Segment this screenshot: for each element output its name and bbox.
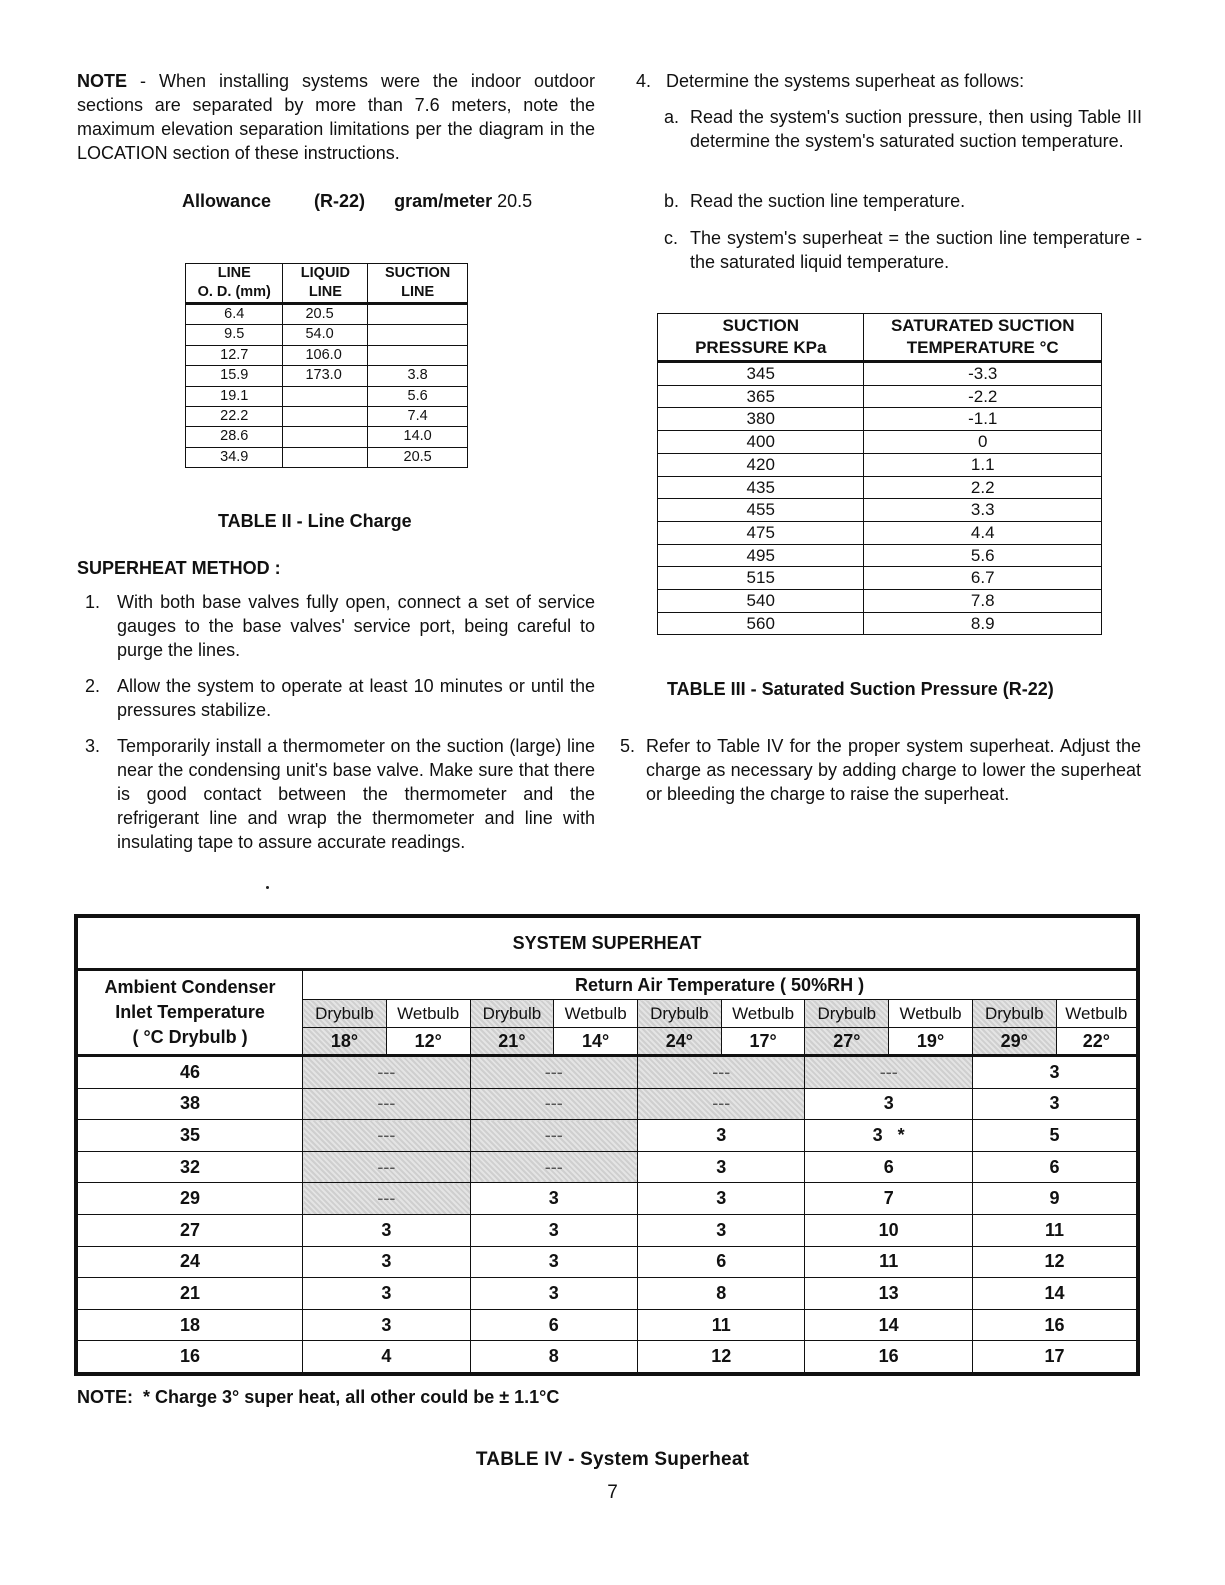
t4-col-label: Wetbulb xyxy=(386,1000,470,1028)
t3-cell: 365 xyxy=(658,385,864,408)
t4-cell: 3 xyxy=(470,1214,637,1246)
t4-cell: 3 xyxy=(470,1183,637,1215)
t4-cell: 14 xyxy=(972,1278,1138,1310)
table-row xyxy=(186,366,468,386)
substep-a xyxy=(664,105,1142,153)
table4-caption: TABLE IV - System Superheat xyxy=(475,1449,750,1470)
table-row xyxy=(76,1088,1138,1120)
step-4 xyxy=(636,69,1141,93)
t4-ambient: 38 xyxy=(76,1088,303,1120)
t4-cell: 17 xyxy=(972,1341,1138,1374)
substep-b xyxy=(664,189,1142,213)
step-text: Determine the systems superheat as follows: xyxy=(666,71,1025,91)
t4-col-temp: 24° xyxy=(638,1028,722,1056)
table-row xyxy=(658,544,1102,567)
t2-cell xyxy=(283,386,368,406)
t4-col-temp: 21° xyxy=(470,1028,554,1056)
t2-cell: 34.9 xyxy=(186,447,283,467)
t3-cell: -3.3 xyxy=(864,362,1102,386)
t3-cell: -1.1 xyxy=(864,408,1102,431)
t4-cell: --- xyxy=(303,1151,470,1183)
note-text: - When installing systems were the indoor outdoor sections are separated by more than 7.6 meters, note the maximum elevation separation limitations per the diagram in the LOCATION section of these instructions. xyxy=(77,71,595,163)
t2-cell: 3.8 xyxy=(368,366,468,386)
t4-cell: --- xyxy=(470,1056,637,1089)
table-row xyxy=(186,447,468,467)
t4-col-temp: 19° xyxy=(889,1028,973,1056)
t4-ambient: 35 xyxy=(76,1120,303,1152)
table-row xyxy=(186,427,468,447)
t4-cell: 14 xyxy=(805,1309,972,1341)
t3-cell: 515 xyxy=(658,567,864,590)
t4-cell: 11 xyxy=(638,1309,805,1341)
substep-c xyxy=(664,226,1142,274)
table2-caption: TABLE II - Line Charge xyxy=(218,511,412,531)
t3-cell: -2.2 xyxy=(864,385,1102,408)
t4-cell: --- xyxy=(303,1120,470,1152)
t4-return-air: Return Air Temperature ( 50%RH ) xyxy=(303,970,1138,1000)
allowance-refrigerant: (R-22) xyxy=(314,191,366,211)
t3-cell: 495 xyxy=(658,544,864,567)
t2-cell xyxy=(283,407,368,427)
t3-header: SATURATED SUCTION TEMPERATURE °C xyxy=(864,314,1102,362)
t4-cell: 4 xyxy=(303,1341,470,1374)
t2-cell xyxy=(283,447,368,467)
t2-cell xyxy=(283,427,368,447)
t4-col-label: Drybulb xyxy=(470,1000,554,1028)
step-text: Refer to Table IV for the proper system superheat. Adjust the charge as necessary by adding charge to lower the superheat or bleeding the charge to raise the superheat. xyxy=(646,736,1141,804)
t4-cell: 12 xyxy=(972,1246,1138,1278)
t4-cell: 11 xyxy=(805,1246,972,1278)
t2-cell xyxy=(368,304,468,325)
step-num: 2. xyxy=(85,676,101,696)
t4-col-label: Drybulb xyxy=(805,1000,889,1028)
table-row xyxy=(76,1246,1138,1278)
t4-col-label: Drybulb xyxy=(303,1000,387,1028)
table-row xyxy=(658,385,1102,408)
t4-cell: 3 xyxy=(303,1214,470,1246)
t4-ambient: 27 xyxy=(76,1214,303,1246)
t4-cell: --- xyxy=(303,1056,470,1089)
line-charge-table xyxy=(185,263,468,468)
substep-letter: a. xyxy=(664,107,680,127)
table-row xyxy=(658,590,1102,613)
t4-col-temp: 18° xyxy=(303,1028,387,1056)
note-label: NOTE xyxy=(77,71,128,91)
t3-cell: 475 xyxy=(658,521,864,544)
step-num: 3. xyxy=(85,736,101,756)
step-num: 4. xyxy=(636,71,652,91)
t4-col-temp: 17° xyxy=(721,1028,805,1056)
t4-cell: 3 xyxy=(972,1056,1138,1089)
table-row xyxy=(658,521,1102,544)
step-num: 1. xyxy=(85,592,101,612)
t4-cell: --- xyxy=(638,1088,805,1120)
table-row xyxy=(658,408,1102,431)
t3-cell: 435 xyxy=(658,476,864,499)
t4-ambient: 29 xyxy=(76,1183,303,1215)
t4-cell: --- xyxy=(805,1056,972,1089)
t4-ambient: 16 xyxy=(76,1341,303,1374)
table-row xyxy=(658,499,1102,522)
t3-cell: 6.7 xyxy=(864,567,1102,590)
t2-cell: 28.6 xyxy=(186,427,283,447)
t4-ambient: 46 xyxy=(76,1056,303,1089)
t4-cell: 3 xyxy=(638,1120,805,1152)
t4-col-temp: 29° xyxy=(972,1028,1056,1056)
t3-cell: 2.2 xyxy=(864,476,1102,499)
t4-cell: 7 xyxy=(805,1183,972,1215)
t3-cell: 8.9 xyxy=(864,612,1102,635)
t4-cell: --- xyxy=(470,1151,637,1183)
t2-cell: 14.0 xyxy=(368,427,468,447)
table-row xyxy=(76,1341,1138,1374)
t3-cell: 540 xyxy=(658,590,864,613)
t4-cell: 8 xyxy=(470,1341,637,1374)
note-paragraph xyxy=(77,69,595,165)
t2-cell: 106.0 xyxy=(283,345,368,365)
step-text: Allow the system to operate at least 10 minutes or until the pressures stabilize. xyxy=(117,676,595,720)
t2-header: LINE xyxy=(186,264,283,284)
step-2 xyxy=(85,674,595,722)
t3-cell: 455 xyxy=(658,499,864,522)
t3-cell: 0 xyxy=(864,431,1102,454)
t3-cell: 1.1 xyxy=(864,453,1102,476)
system-superheat-table xyxy=(74,914,1140,1376)
t2-header: LINE xyxy=(283,283,368,304)
t3-cell: 400 xyxy=(658,431,864,454)
allowance-label: Allowance xyxy=(182,191,272,211)
table-row xyxy=(76,1214,1138,1246)
step-text: With both base valves fully open, connect a set of service gauges to the base valves' service port, being careful to purge the lines. xyxy=(117,592,595,660)
table4-note: NOTE: * Charge 3° super heat, all other could be ± 1.1°C xyxy=(77,1387,560,1407)
table-row xyxy=(186,386,468,406)
t4-ambient: 18 xyxy=(76,1309,303,1341)
allowance-unit: gram/meter xyxy=(394,191,493,211)
step-text: Temporarily install a thermometer on the suction (large) line near the condensing unit's base valve. Make sure that there is good contact between the thermometer and the refrigerant line and wrap the thermometer and line with insulating tape to assure accurate readings. xyxy=(117,736,595,852)
t3-header: SUCTION PRESSURE KPa xyxy=(658,314,864,362)
t4-cell: --- xyxy=(470,1088,637,1120)
substep-letter: c. xyxy=(664,228,679,248)
t4-col-temp: 14° xyxy=(554,1028,638,1056)
table-row xyxy=(658,612,1102,635)
table-row xyxy=(76,1151,1138,1183)
t4-cell: 11 xyxy=(972,1214,1138,1246)
t4-col-label: Drybulb xyxy=(638,1000,722,1028)
substep-letter: b. xyxy=(664,191,680,211)
t2-cell: 20.5 xyxy=(283,304,368,325)
t2-cell: 15.9 xyxy=(186,366,283,386)
t4-col-label: Wetbulb xyxy=(721,1000,805,1028)
t4-col-temp: 12° xyxy=(386,1028,470,1056)
t3-cell: 4.4 xyxy=(864,521,1102,544)
t2-cell: 12.7 xyxy=(186,345,283,365)
t2-cell: 5.6 xyxy=(368,386,468,406)
t4-cell: 3 xyxy=(303,1278,470,1310)
t2-cell: 6.4 xyxy=(186,304,283,325)
t2-cell: 19.1 xyxy=(186,386,283,406)
t4-ambient: 24 xyxy=(76,1246,303,1278)
table-row xyxy=(186,304,468,325)
t4-cell: 16 xyxy=(805,1341,972,1374)
table-row xyxy=(658,453,1102,476)
t4-cell: 3 xyxy=(470,1278,637,1310)
t2-header: SUCTION xyxy=(368,264,468,284)
table-row xyxy=(658,362,1102,386)
t4-cell: 6 xyxy=(972,1151,1138,1183)
t4-row-header: Ambient Condenser Inlet Temperature ( °C Drybulb ) xyxy=(76,970,303,1056)
t4-cell: 12 xyxy=(638,1341,805,1374)
table-row xyxy=(658,476,1102,499)
step-num: 5. xyxy=(620,736,636,756)
t4-cell: --- xyxy=(303,1088,470,1120)
table-row xyxy=(76,1056,1138,1089)
t2-header: O. D. (mm) xyxy=(186,283,283,304)
substep-text: Read the suction line temperature. xyxy=(690,191,966,211)
t2-cell xyxy=(368,345,468,365)
step-3 xyxy=(85,734,595,854)
saturated-suction-table xyxy=(657,313,1102,635)
t4-col-label: Wetbulb xyxy=(1056,1000,1138,1028)
table-row xyxy=(76,1309,1138,1341)
t4-cell: 3 xyxy=(805,1088,972,1120)
t4-cell: 3 xyxy=(972,1088,1138,1120)
t2-cell: 20.5 xyxy=(368,447,468,467)
t4-cell: 3 xyxy=(638,1214,805,1246)
table-row xyxy=(76,1120,1138,1152)
t3-cell: 345 xyxy=(658,362,864,386)
t4-ambient: 32 xyxy=(76,1151,303,1183)
table-row xyxy=(76,1278,1138,1310)
table-row xyxy=(76,1183,1138,1215)
t3-cell: 380 xyxy=(658,408,864,431)
substep-text: Read the system's suction pressure, then using Table III determine the system's saturated suction temperature. xyxy=(690,107,1142,151)
t3-cell: 7.8 xyxy=(864,590,1102,613)
t4-cell: 13 xyxy=(805,1278,972,1310)
table3-caption: TABLE III - Saturated Suction Pressure (R-22) xyxy=(667,679,1054,699)
t4-cell: 3 xyxy=(303,1246,470,1278)
t3-cell: 420 xyxy=(658,453,864,476)
t4-col-label: Wetbulb xyxy=(554,1000,638,1028)
t4-cell: 6 xyxy=(470,1309,637,1341)
t4-cell: 3 xyxy=(470,1246,637,1278)
t3-cell: 3.3 xyxy=(864,499,1102,522)
page-number: 7 xyxy=(607,1482,618,1503)
t4-col-temp: 22° xyxy=(1056,1028,1138,1056)
allowance-line xyxy=(182,189,602,213)
t2-header: LINE xyxy=(368,283,468,304)
t4-col-label: Wetbulb xyxy=(889,1000,973,1028)
t2-cell: 9.5 xyxy=(186,325,283,345)
t2-cell: 54.0 xyxy=(283,325,368,345)
allowance-value: 20.5 xyxy=(497,191,533,211)
step-5 xyxy=(620,734,1141,806)
t2-cell: 173.0 xyxy=(283,366,368,386)
t2-cell: 7.4 xyxy=(368,407,468,427)
t4-cell: 10 xyxy=(805,1214,972,1246)
t4-ambient: 21 xyxy=(76,1278,303,1310)
t4-cell: 3 xyxy=(638,1151,805,1183)
t2-cell xyxy=(368,325,468,345)
t4-cell: --- xyxy=(470,1120,637,1152)
t4-cell: 3 xyxy=(638,1183,805,1215)
t2-header: LIQUID xyxy=(283,264,368,284)
t4-cell: 3 * xyxy=(805,1120,972,1152)
t4-cell: 16 xyxy=(972,1309,1138,1341)
table-row xyxy=(186,325,468,345)
t4-col-temp: 27° xyxy=(805,1028,889,1056)
substep-text: The system's superheat = the suction line temperature - the saturated liquid temperature. xyxy=(690,228,1142,272)
t2-cell: 22.2 xyxy=(186,407,283,427)
step-1 xyxy=(85,590,595,662)
table-row xyxy=(658,431,1102,454)
t4-cell: 6 xyxy=(638,1246,805,1278)
table-row xyxy=(186,345,468,365)
stray-dot xyxy=(266,886,269,889)
superheat-heading: SUPERHEAT METHOD : xyxy=(77,558,281,578)
t4-cell: 6 xyxy=(805,1151,972,1183)
t4-col-label: Drybulb xyxy=(972,1000,1056,1028)
t4-cell: 9 xyxy=(972,1183,1138,1215)
t4-cell: --- xyxy=(303,1183,470,1215)
t4-cell: 5 xyxy=(972,1120,1138,1152)
t4-cell: --- xyxy=(638,1056,805,1089)
t3-cell: 5.6 xyxy=(864,544,1102,567)
t4-title: SYSTEM SUPERHEAT xyxy=(76,916,1138,970)
table-row xyxy=(658,567,1102,590)
t4-cell: 3 xyxy=(303,1309,470,1341)
table-row xyxy=(186,407,468,427)
t3-cell: 560 xyxy=(658,612,864,635)
t4-cell: 8 xyxy=(638,1278,805,1310)
